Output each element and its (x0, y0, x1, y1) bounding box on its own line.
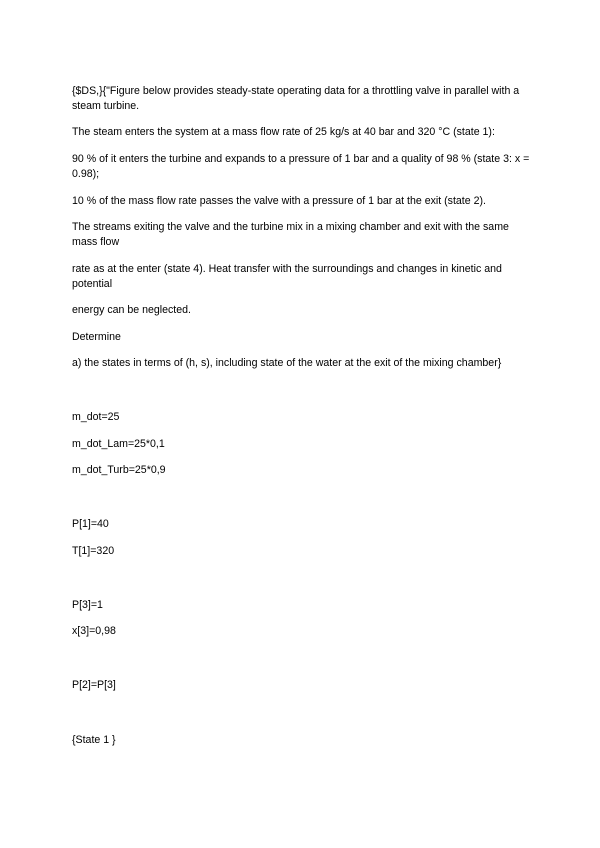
paragraph-mixing-chamber: The streams exiting the valve and the turbine mix in a mixing chamber and exit with the same mass flow (72, 221, 512, 248)
paragraph-enter-rate: rate as at the enter (state 4). Heat transfer with the surroundings and changes in kinetic and potential (72, 263, 505, 290)
code-line-m-dot-lam: m_dot_Lam=25*0,1 (72, 438, 165, 450)
paragraph-steam-enters: The steam enters the system at a mass flow rate of 25 kg/s at 40 bar and 320 °C (state 1): (72, 126, 495, 138)
paragraph-turbine-fraction: 90 % of it enters the turbine and expands to a pressure of 1 bar and a quality of 98 % (state 3: x = 0.98); (72, 153, 533, 180)
paragraph-question-a: a) the states in terms of (h, s), including state of the water at the exit of the mixing chamber} (72, 357, 502, 369)
code-line-m-dot: m_dot=25 (72, 411, 120, 423)
code-line-p3: P[3]=1 (72, 599, 103, 611)
paragraph-determine: Determine (72, 331, 121, 343)
code-line-t1: T[1]=320 (72, 545, 115, 557)
paragraph-neglected: energy can be neglected. (72, 304, 191, 316)
code-line-p2: P[2]=P[3] (72, 679, 116, 691)
code-line-state1-comment: {State 1 } (72, 734, 116, 746)
paragraph-valve-fraction: 10 % of the mass flow rate passes the valve with a pressure of 1 bar at the exit (state 2). (72, 195, 486, 207)
code-line-m-dot-turb: m_dot_Turb=25*0,9 (72, 464, 166, 476)
code-line-p1: P[1]=40 (72, 518, 109, 530)
code-line-x3: x[3]=0,98 (72, 625, 116, 637)
paragraph-intro: {$DS,}{"Figure below provides steady-state operating data for a throttling valve in parallel with a steam turbine. (72, 85, 523, 112)
